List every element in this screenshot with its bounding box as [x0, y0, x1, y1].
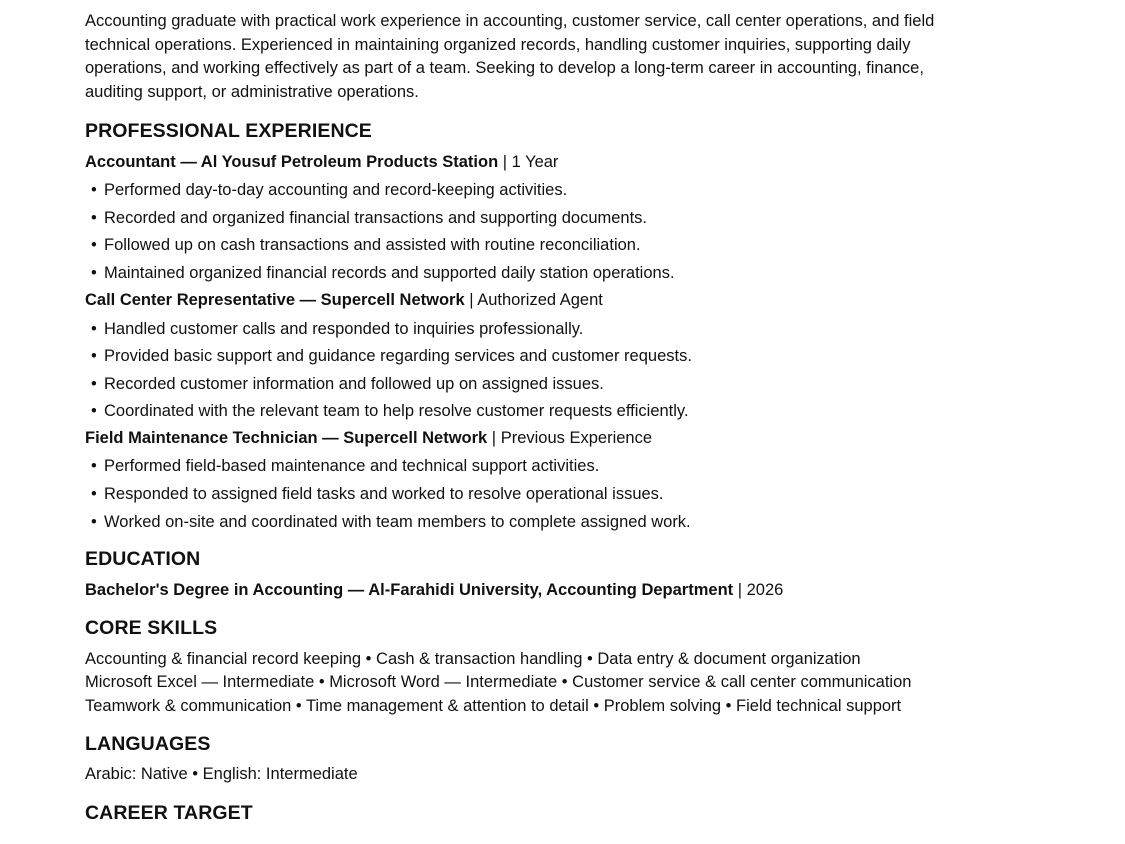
list-item	[85, 262, 1095, 284]
education-heading: EDUCATION	[85, 547, 201, 570]
summary-line: Accounting graduate with practical work experience in accounting, customer service, call center operations, and field	[85, 12, 935, 30]
list-item	[85, 207, 1095, 229]
job-detail: Previous Experience	[500, 429, 653, 448]
summary-paragraph	[85, 10, 1095, 105]
job-title: Call Center Representative — Supercell Network	[85, 290, 465, 309]
skills-heading: CORE SKILLS	[85, 616, 218, 639]
skills-list	[85, 648, 1095, 719]
bullet-text: Coordinated with the relevant team to help resolve customer requests efficiently.	[104, 402, 689, 421]
job-title-row	[85, 427, 1095, 449]
list-item	[85, 234, 1095, 256]
degree-title: Bachelor's Degree in Accounting — Al-Farahidi University, Accounting Department	[85, 580, 734, 599]
list-item	[85, 179, 1095, 201]
bullet-icon: •	[91, 374, 97, 393]
list-item	[85, 400, 1095, 422]
list-item	[85, 373, 1095, 395]
summary-line: auditing support, or administrative operations.	[85, 83, 419, 102]
skills-line: Teamwork & communication • Time management & attention to detail • Problem solving • Field technical support	[85, 696, 902, 715]
bullet-icon: •	[91, 208, 97, 227]
job-separator: |	[487, 429, 501, 448]
job-detail: 1 Year	[511, 152, 559, 171]
experience-heading: PROFESSIONAL EXPERIENCE	[85, 119, 372, 142]
languages-text: Arabic: Native • English: Intermediate	[85, 765, 358, 784]
job-bullet-list	[85, 318, 1095, 423]
bullet-text: Recorded and organized financial transactions and supporting documents.	[104, 208, 648, 227]
skills-line: Microsoft Excel — Intermediate • Microsoft Word — Intermediate • Customer service & call center communication	[85, 673, 912, 692]
job-title: Field Maintenance Technician — Supercell Network	[85, 429, 488, 448]
bullet-icon: •	[91, 236, 97, 255]
job-bullet-list	[85, 455, 1095, 532]
job-bullet-list	[85, 179, 1095, 284]
bullet-icon: •	[91, 347, 97, 366]
list-item	[85, 345, 1095, 367]
bullet-text: Maintained organized financial records and supported daily station operations.	[104, 263, 675, 282]
job-title-row	[85, 151, 1095, 173]
list-item	[85, 318, 1095, 340]
career-target-heading: CAREER TARGET	[85, 801, 253, 824]
list-item	[85, 511, 1095, 533]
job-separator: |	[464, 290, 478, 309]
list-item	[85, 483, 1095, 505]
bullet-icon: •	[91, 180, 97, 199]
education-separator: |	[733, 580, 747, 599]
job-separator: |	[498, 152, 512, 171]
bullet-text: Followed up on cash transactions and assisted with routine reconciliation.	[104, 236, 641, 255]
graduation-year: 2026	[746, 580, 784, 599]
bullet-text: Performed day-to-day accounting and record-keeping activities.	[104, 180, 568, 199]
bullet-text: Responded to assigned field tasks and worked to resolve operational issues.	[104, 485, 664, 504]
bullet-icon: •	[91, 402, 97, 421]
bullet-icon: •	[91, 485, 97, 504]
resume-page	[85, 10, 1095, 825]
bullet-text: Performed field-based maintenance and technical support activities.	[104, 457, 600, 476]
education-entry	[85, 579, 1095, 601]
job-title-row	[85, 289, 1095, 311]
job-title: Accountant — Al Yousuf Petroleum Products Station	[85, 152, 499, 171]
bullet-text: Recorded customer information and followed up on assigned issues.	[104, 374, 604, 393]
languages-heading: LANGUAGES	[85, 733, 211, 756]
summary-line: operations, and working effectively as part of a team. Seeking to develop a long-term career in accounting, finance,	[85, 59, 924, 78]
summary-line: technical operations. Experienced in maintaining organized records, handling customer inquiries, supporting daily	[85, 35, 911, 54]
skills-line: Accounting & financial record keeping • Cash & transaction handling • Data entry & document organization	[85, 649, 861, 668]
bullet-icon: •	[91, 457, 97, 476]
job-detail: Authorized Agent	[477, 290, 603, 309]
bullet-icon: •	[91, 512, 97, 531]
bullet-icon: •	[91, 263, 97, 282]
bullet-text: Provided basic support and guidance regarding services and customer requests.	[104, 347, 692, 366]
bullet-text: Worked on-site and coordinated with team members to complete assigned work.	[104, 512, 691, 531]
list-item	[85, 455, 1095, 477]
bullet-text: Handled customer calls and responded to inquiries professionally.	[104, 319, 584, 338]
bullet-icon: •	[91, 319, 97, 338]
